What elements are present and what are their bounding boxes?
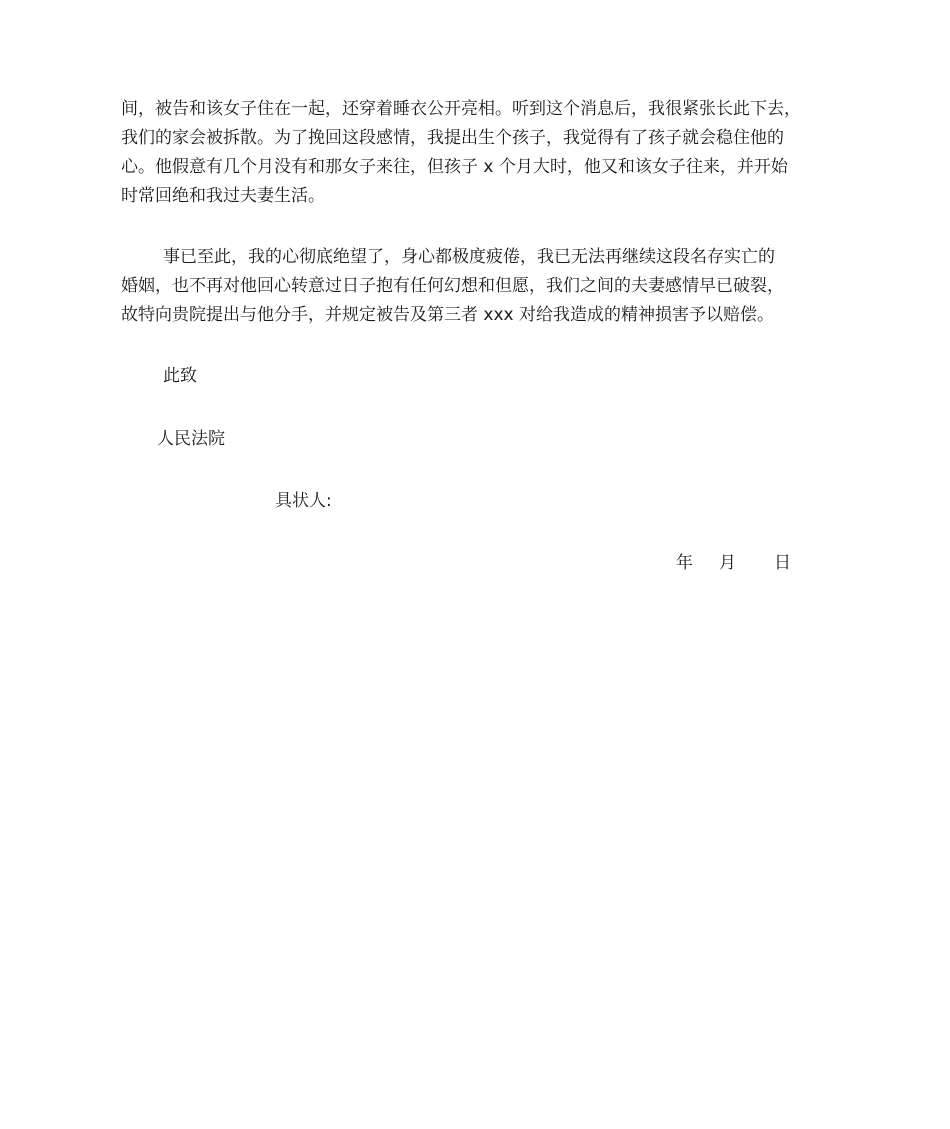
paragraph-line: 时常回绝和我过夫妻生活。 [121,186,325,206]
paragraph-line: 婚姻，也不再对他回心转意过日子抱有任何幻想和但愿，我们之间的夫妻感情早已破裂， [121,276,784,296]
paragraph-line: 心。他假意有几个月没有和那女子来往，但孩子 x 个月大时，他又和该女子往来，并开始 [121,157,788,177]
paragraph-line: 故特向贵院提出与他分手，并规定被告及第三者 xxx 对给我造成的精神损害予以赔偿。 [121,305,774,325]
date-month: 月 [719,553,736,573]
signer-label: 具状人: [275,491,332,511]
date-line [676,549,791,578]
body-paragraph-2 [121,243,837,330]
paragraph-line: 事已至此，我的心彻底绝望了，身心都极度疲倦，我已无法再继续这段名存实亡的 [163,247,775,267]
body-paragraph-1 [121,95,837,211]
paragraph-line: 我们的家会被拆散。为了挽回这段感情，我提出生个孩子，我觉得有了孩子就会稳住他的 [121,128,784,148]
paragraph-line: 间，被告和该女子住在一起，还穿着睡衣公开亮相。听到这个消息后，我很紧张长此下去， [121,99,801,119]
salutation: 此致 [163,366,197,386]
date-year: 年 [676,553,693,573]
court-name: 人民法院 [157,429,225,449]
date-day: 日 [774,553,791,573]
